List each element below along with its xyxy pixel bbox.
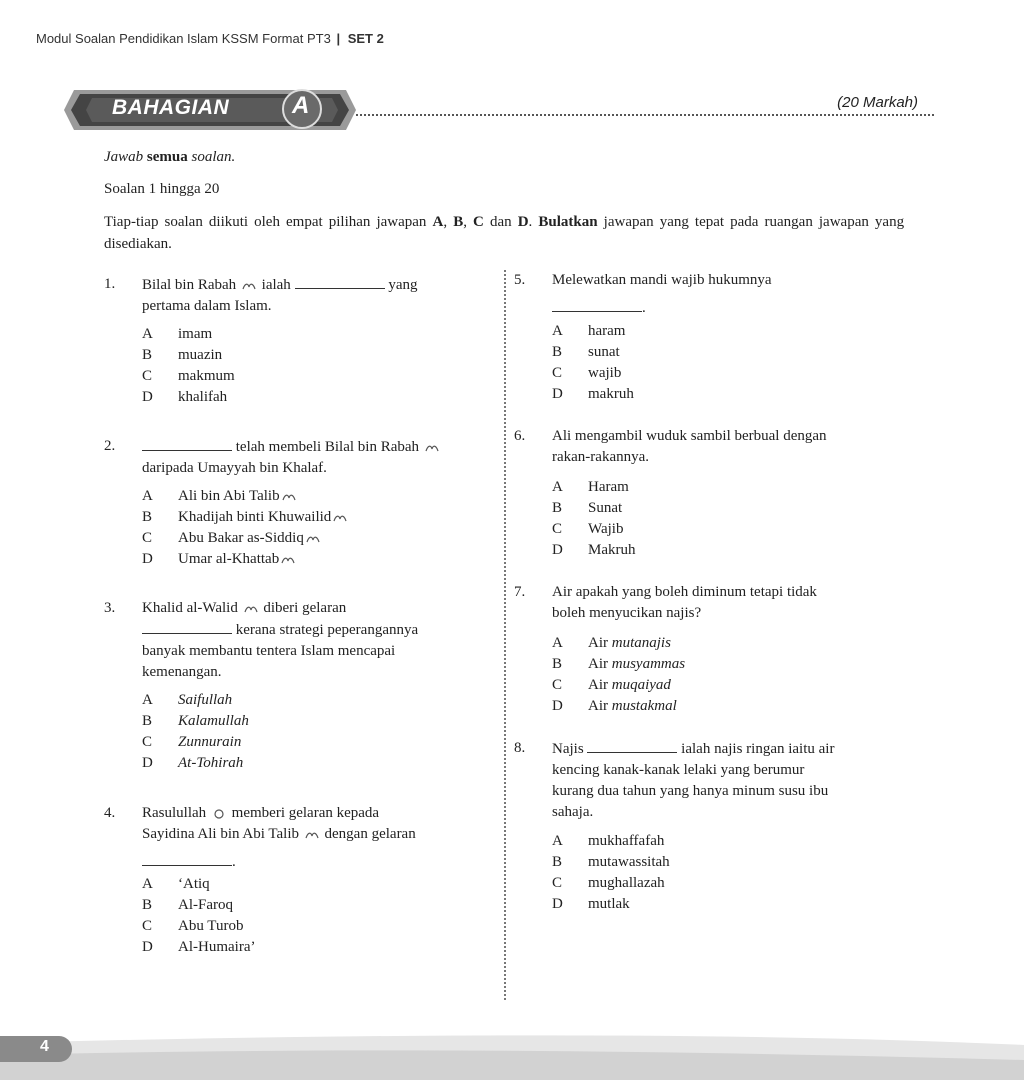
honorific-icon bbox=[242, 281, 256, 291]
stem-text: Ali mengambil wuduk sambil berbual dengan bbox=[552, 428, 827, 444]
set-label: SET 2 bbox=[347, 31, 384, 46]
option-c[interactable] bbox=[142, 916, 243, 937]
question-number: 5. bbox=[514, 272, 526, 288]
option-b[interactable] bbox=[552, 852, 670, 873]
option-letter: B bbox=[552, 500, 563, 516]
option-letter: D bbox=[552, 896, 563, 912]
stem-text: Khalid al-Walid bbox=[142, 600, 238, 616]
stem-text: Bilal bin Rabah bbox=[142, 277, 237, 293]
honorific-icon bbox=[306, 534, 320, 544]
stem-text: kemenangan. bbox=[142, 664, 222, 680]
answer-blank bbox=[295, 274, 385, 289]
option-a[interactable] bbox=[142, 690, 232, 711]
option-text: makruh bbox=[588, 386, 634, 402]
option-prefix: Air bbox=[588, 698, 608, 714]
option-letter: A bbox=[142, 326, 153, 342]
answer-blank bbox=[552, 297, 642, 312]
option-a[interactable] bbox=[142, 486, 298, 507]
option-letter: B bbox=[142, 897, 153, 913]
option-text: Wajib bbox=[588, 521, 624, 537]
option-c[interactable] bbox=[552, 873, 665, 894]
option-letter: C bbox=[142, 918, 153, 934]
running-header bbox=[36, 31, 384, 46]
option-d[interactable] bbox=[552, 696, 677, 717]
stem-text: diberi gelaran bbox=[263, 600, 347, 616]
question-stem bbox=[142, 274, 452, 317]
option-b[interactable] bbox=[142, 345, 222, 366]
option-text: Saifullah bbox=[178, 692, 233, 708]
instruction-body: Tiap-tiap soalan diikuti oleh empat pilihan jawapan A, B, C dan D. Bulatkan jawapan yang tepat pada ruangan jawapan yang disediakan. bbox=[104, 214, 905, 252]
option-letter-d: D bbox=[517, 214, 529, 230]
question-number: 8. bbox=[514, 740, 526, 756]
option-b[interactable] bbox=[552, 342, 620, 363]
option-text: muazin bbox=[178, 347, 223, 363]
option-text: Sunat bbox=[588, 500, 623, 516]
answer-blank bbox=[142, 851, 232, 866]
honorific-icon bbox=[281, 555, 295, 565]
instr-word: soalan. bbox=[191, 149, 236, 165]
option-text: makmum bbox=[178, 368, 235, 384]
option-letter: A bbox=[142, 488, 153, 504]
option-d[interactable] bbox=[142, 753, 243, 774]
option-text: At-Tohirah bbox=[178, 755, 244, 771]
stem-text: dengan gelaran bbox=[324, 826, 416, 842]
stem-text: telah membeli Bilal bin Rabah bbox=[235, 439, 420, 455]
option-text: Al-Faroq bbox=[178, 897, 233, 913]
honorific-icon bbox=[282, 492, 296, 502]
option-letter: A bbox=[552, 323, 563, 339]
instr-bold-word: semua bbox=[146, 149, 188, 165]
option-letter: D bbox=[142, 755, 153, 771]
page-number-tab bbox=[0, 1036, 72, 1062]
option-text: Haram bbox=[588, 479, 629, 495]
option-text: mustakmal bbox=[611, 698, 677, 714]
option-letter: C bbox=[552, 365, 563, 381]
option-text: Abu Bakar as-Siddiq bbox=[178, 530, 304, 546]
option-letter: B bbox=[142, 347, 153, 363]
option-c[interactable] bbox=[142, 366, 235, 387]
option-letter-c: C bbox=[473, 214, 484, 230]
section-title: BAHAGIAN bbox=[112, 96, 230, 119]
instr-text: Tiap-tiap soalan diikuti oleh empat pilihan jawapan bbox=[104, 214, 427, 230]
stem-text: kurang dua tahun yang hanya minum susu ibu bbox=[552, 783, 829, 799]
option-letter: C bbox=[552, 875, 563, 891]
stem-text: boleh menyucikan najis? bbox=[552, 605, 702, 621]
option-text: Al-Humaira’ bbox=[178, 939, 256, 955]
stem-text: Najis bbox=[552, 741, 584, 757]
option-c[interactable] bbox=[142, 528, 322, 549]
option-letter: D bbox=[142, 939, 153, 955]
option-c[interactable] bbox=[552, 519, 623, 540]
option-text: mukhaffafah bbox=[588, 833, 665, 849]
question-stem bbox=[142, 598, 452, 683]
stem-text: sahaja. bbox=[552, 804, 594, 820]
option-letter: B bbox=[142, 509, 153, 525]
option-d[interactable] bbox=[142, 937, 255, 958]
option-letter: C bbox=[142, 368, 153, 384]
honorific-icon bbox=[244, 604, 258, 614]
option-prefix: Air bbox=[588, 677, 608, 693]
stem-text: kencing kanak-kanak lelaki yang berumur bbox=[552, 762, 805, 778]
prophet-honorific-icon bbox=[212, 809, 226, 819]
stem-text: kerana strategi peperangannya bbox=[235, 622, 419, 638]
option-text: mutanajis bbox=[611, 635, 671, 651]
instr-word: Jawab bbox=[104, 149, 144, 165]
option-text: mutlak bbox=[588, 896, 630, 912]
option-letter: A bbox=[552, 479, 563, 495]
option-letter: B bbox=[552, 656, 563, 672]
option-letter: C bbox=[552, 521, 563, 537]
option-d[interactable] bbox=[552, 384, 634, 405]
option-letter: A bbox=[142, 876, 153, 892]
stem-text: yang bbox=[388, 277, 418, 293]
honorific-icon bbox=[333, 513, 347, 523]
question-number: 3. bbox=[104, 600, 116, 616]
question-number: 2. bbox=[104, 438, 116, 454]
option-d[interactable] bbox=[142, 387, 227, 408]
option-text: wajib bbox=[588, 365, 622, 381]
page-number: 4 bbox=[40, 1038, 49, 1055]
section-marks: (20 Markah) bbox=[837, 94, 918, 111]
honorific-icon bbox=[305, 830, 319, 840]
option-d[interactable] bbox=[142, 549, 297, 570]
option-text: Ali bin Abi Talib bbox=[178, 488, 280, 504]
option-text: musyammas bbox=[611, 656, 686, 672]
question-number: 1. bbox=[104, 276, 116, 292]
option-letter: D bbox=[552, 542, 563, 558]
option-letter: D bbox=[142, 389, 153, 405]
stem-text: Air apakah yang boleh diminum tetapi tidak bbox=[552, 584, 817, 600]
question-number: 6. bbox=[514, 428, 526, 444]
option-text: imam bbox=[178, 326, 213, 342]
answer-blank bbox=[142, 436, 232, 451]
option-text: khalifah bbox=[178, 389, 228, 405]
option-letter: C bbox=[142, 734, 153, 750]
option-b[interactable] bbox=[142, 507, 349, 528]
instr-text: jawapan yang tepat pada ruangan jawapan yang disediakan. bbox=[104, 214, 905, 252]
instruction-range: Soalan 1 hingga 20 bbox=[104, 181, 220, 197]
option-text: Umar al-Khattab bbox=[178, 551, 280, 567]
question-stem bbox=[552, 738, 862, 823]
stem-text: Sayidina Ali bin Abi Talib bbox=[142, 826, 300, 842]
option-letter: D bbox=[142, 551, 153, 567]
option-text: ‘Atiq bbox=[178, 876, 210, 892]
option-text: Abu Turob bbox=[178, 918, 244, 934]
option-a[interactable] bbox=[552, 321, 625, 342]
option-letter: A bbox=[142, 692, 153, 708]
option-text: mutawassitah bbox=[588, 854, 670, 870]
column-divider bbox=[504, 270, 506, 1000]
option-b[interactable] bbox=[142, 895, 233, 916]
option-a[interactable] bbox=[552, 633, 671, 654]
option-b[interactable] bbox=[552, 498, 622, 519]
stem-text: memberi gelaran kepada bbox=[231, 805, 380, 821]
footer-wave-decoration bbox=[0, 1025, 1024, 1080]
banner-dotted-rule bbox=[356, 114, 934, 116]
option-letter: A bbox=[552, 833, 563, 849]
option-letter-b: B bbox=[453, 214, 464, 230]
option-a[interactable] bbox=[552, 477, 629, 498]
question-number: 4. bbox=[104, 805, 116, 821]
option-letter: C bbox=[552, 677, 563, 693]
option-text: haram bbox=[588, 323, 626, 339]
module-title: Modul Soalan Pendidikan Islam KSSM Format PT3 bbox=[36, 31, 331, 46]
option-letter: D bbox=[552, 698, 563, 714]
option-letter: B bbox=[552, 344, 563, 360]
option-text: Khadijah binti Khuwailid bbox=[178, 509, 332, 525]
option-letter: A bbox=[552, 635, 563, 651]
option-c[interactable] bbox=[552, 363, 621, 384]
option-letter: C bbox=[142, 530, 153, 546]
option-text: Kalamullah bbox=[178, 713, 249, 729]
stem-text: pertama dalam Islam. bbox=[142, 298, 272, 314]
option-d[interactable] bbox=[552, 894, 630, 915]
option-letter: D bbox=[552, 386, 563, 402]
instr-bold-word: Bulatkan bbox=[538, 214, 598, 230]
section-letter: A bbox=[292, 92, 310, 119]
stem-text: banyak membantu tentera Islam mencapai bbox=[142, 643, 396, 659]
option-b[interactable] bbox=[142, 711, 249, 732]
stem-text: Melewatkan mandi wajib hukumnya bbox=[552, 272, 772, 288]
option-b[interactable] bbox=[552, 654, 685, 675]
stem-text: rakan-rakannya. bbox=[552, 449, 650, 465]
option-text: muqaiyad bbox=[611, 677, 671, 693]
question-stem bbox=[552, 426, 862, 468]
option-prefix: Air bbox=[588, 635, 608, 651]
option-c[interactable] bbox=[552, 675, 671, 696]
question-stem: Melewatkan mandi wajib hukumnya . bbox=[552, 272, 772, 316]
question-stem: Rasulullah memberi gelaran kepada Sayidina Ali bin Abi Talib dengan gelaran . bbox=[142, 805, 416, 870]
option-text: Zunnurain bbox=[178, 734, 242, 750]
stem-text: ialah najis ringan iaitu air bbox=[681, 741, 835, 757]
option-text: Makruh bbox=[588, 542, 636, 558]
option-a[interactable] bbox=[142, 874, 210, 895]
option-text: sunat bbox=[588, 344, 620, 360]
instruction-answer-all bbox=[104, 146, 235, 168]
question-stem bbox=[142, 436, 452, 479]
option-prefix: Air bbox=[588, 656, 608, 672]
answer-blank bbox=[587, 738, 677, 753]
option-d[interactable] bbox=[552, 540, 636, 561]
question-stem bbox=[552, 582, 862, 624]
option-a[interactable] bbox=[142, 324, 212, 345]
option-text: mughallazah bbox=[588, 875, 665, 891]
stem-text: Rasulullah bbox=[142, 805, 207, 821]
stem-text: ialah bbox=[261, 277, 291, 293]
answer-blank bbox=[142, 619, 232, 634]
question-number: 7. bbox=[514, 584, 526, 600]
instr-text: dan bbox=[489, 214, 512, 230]
header-separator: | bbox=[336, 31, 341, 46]
option-letter-a: A bbox=[432, 214, 444, 230]
option-a[interactable] bbox=[552, 831, 664, 852]
option-letter: B bbox=[552, 854, 563, 870]
honorific-icon bbox=[425, 443, 439, 453]
option-letter: B bbox=[142, 713, 153, 729]
stem-text: daripada Umayyah bin Khalaf. bbox=[142, 460, 327, 476]
option-c[interactable] bbox=[142, 732, 241, 753]
